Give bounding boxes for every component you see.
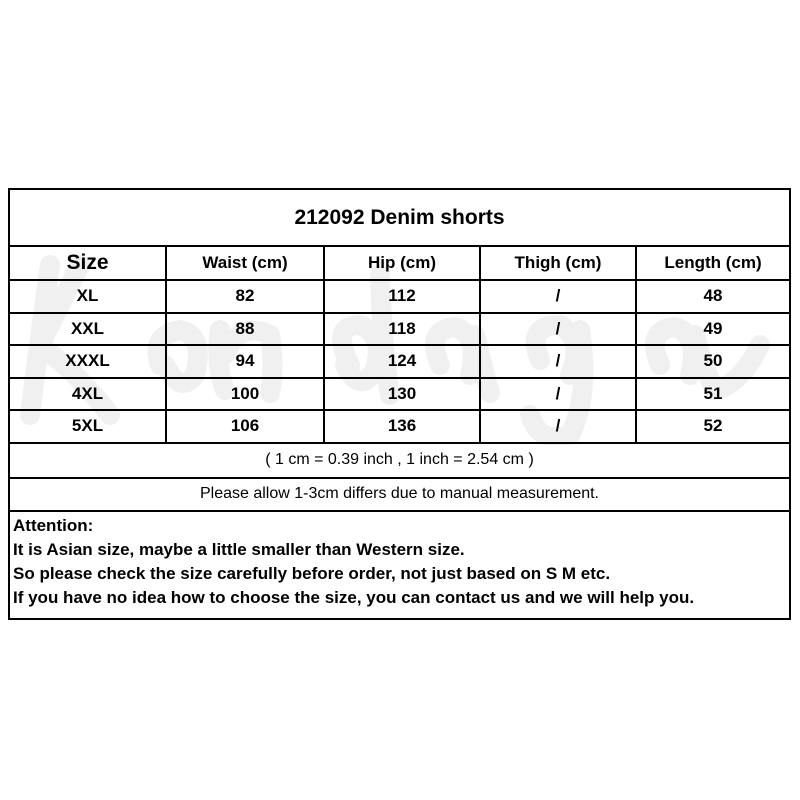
unit-conversion-note: ( 1 cm = 0.39 inch , 1 inch = 2.54 cm ) [10,444,789,479]
table-row [10,410,789,443]
header-hip: Hip (cm) [324,247,480,280]
cell-size: 4XL [10,378,166,411]
cell-waist: 82 [166,280,324,313]
cell-size: XXXL [10,345,166,378]
size-table [10,247,789,444]
header-length: Length (cm) [636,247,789,280]
cell-waist: 94 [166,345,324,378]
cell-length: 49 [636,313,789,346]
cell-size: 5XL [10,410,166,443]
cell-size: XXL [10,313,166,346]
attention-section [10,512,789,618]
cell-length: 50 [636,345,789,378]
table-row [10,378,789,411]
cell-thigh: / [480,313,636,346]
cell-length: 51 [636,378,789,411]
table-row [10,280,789,313]
cell-hip: 118 [324,313,480,346]
header-size: Size [10,247,166,280]
attention-line: If you have no idea how to choose the size, you can contact us and we will help you. [13,587,695,607]
measurement-allowance-note: Please allow 1-3cm differs due to manual measurement. [10,479,789,512]
size-chart [8,188,791,620]
cell-waist: 100 [166,378,324,411]
chart-title: 212092 Denim shorts [10,190,789,247]
header-waist: Waist (cm) [166,247,324,280]
table-row [10,345,789,378]
attention-line: It is Asian size, maybe a little smaller than Western size. [13,539,465,559]
table-row [10,313,789,346]
cell-waist: 88 [166,313,324,346]
attention-heading: Attention: [13,515,94,535]
cell-hip: 130 [324,378,480,411]
cell-length: 52 [636,410,789,443]
table-header-row [10,247,789,280]
attention-line: So please check the size carefully before order, not just based on S M etc. [13,563,611,583]
cell-hip: 124 [324,345,480,378]
cell-thigh: / [480,410,636,443]
cell-size: XL [10,280,166,313]
cell-thigh: / [480,280,636,313]
cell-hip: 136 [324,410,480,443]
header-thigh: Thigh (cm) [480,247,636,280]
cell-thigh: / [480,345,636,378]
cell-thigh: / [480,378,636,411]
cell-waist: 106 [166,410,324,443]
cell-length: 48 [636,280,789,313]
cell-hip: 112 [324,280,480,313]
